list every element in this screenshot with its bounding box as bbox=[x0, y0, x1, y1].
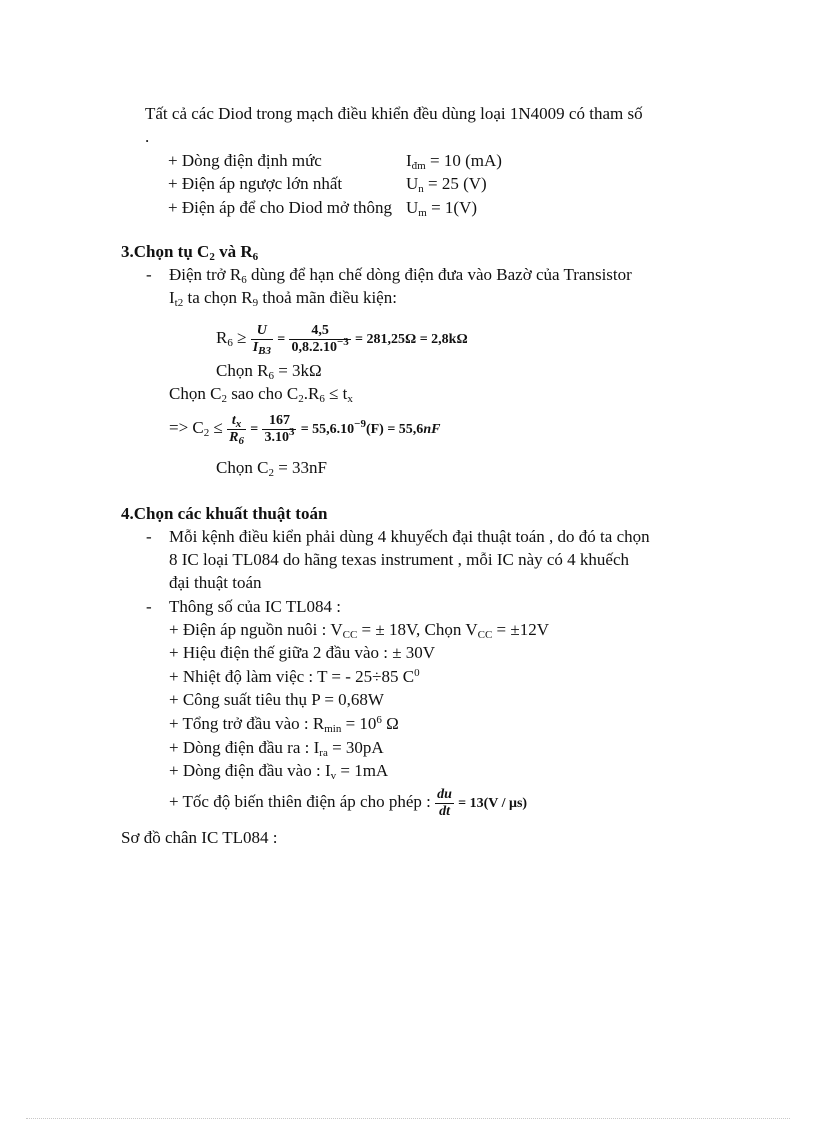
section-4-heading: 4.Chọn các khuất thuật toán bbox=[121, 504, 328, 523]
diode-param-label: + Dòng điện định mức bbox=[168, 151, 322, 170]
spec-item: + Nhiệt độ làm việc : T = - 25÷85 $C^0$ bbox=[169, 667, 420, 686]
spec-item: + Dòng điện đầu ra : $I_{ra} = 30pA$ bbox=[169, 738, 384, 759]
formula-r6: $R_6$ ≥ $\frac{U}{I_{B3}}$ = $\frac{4,5}{0,8.2.10^{-3}}$ = 281,25Ω = 2,8kΩ bbox=[216, 322, 468, 357]
spec-item: + Dòng điện đầu vào : $I_v = 1mA$ bbox=[169, 761, 389, 782]
spec-item: + Công suất tiêu thụ P = 0,68W bbox=[169, 690, 384, 709]
paragraph-line: Thông số của IC TL084 : bbox=[169, 597, 342, 616]
paragraph-line: Mỗi kệnh điều kiển phải dùng 4 khuyếch đại thuật toán , do đó ta chọn bbox=[169, 527, 650, 546]
section-3-heading: 3.Chọn tụ $C_2$ và $R_6$ bbox=[121, 242, 259, 263]
bullet-dash: - bbox=[146, 265, 152, 284]
diode-param-value: $I_{đm} = 10$ (mA) bbox=[406, 151, 502, 172]
spec-item: + Hiệu điện thế giữa 2 đầu vào : ± 30V bbox=[169, 643, 436, 662]
spec-item: + Tổng trở đầu vào : $R_{min} = 10^6$ Ω bbox=[169, 714, 399, 735]
diode-param-label: + Điện áp để cho Diod mở thông bbox=[168, 198, 392, 217]
spec-item: + Điện áp nguồn nuôi : $V_{CC}$ = ± 18V, Chọn $V_{CC} = \pm 12V$ bbox=[169, 620, 549, 641]
diode-param-label: + Điện áp ngược lớn nhất bbox=[168, 174, 343, 193]
choice-line: Chọn $R_6 = 3k\Omega$ bbox=[216, 361, 322, 382]
bullet-dash: - bbox=[146, 597, 152, 616]
paragraph-line: Điện trở $R_6$ dùng để hạn chế dòng điện đưa vào Bazờ của Transistor bbox=[169, 265, 632, 286]
paragraph-line: đại thuật toán bbox=[169, 573, 262, 592]
intro-dot: . bbox=[145, 127, 150, 146]
paragraph-line: $I_{t2}$ ta chọn $R_9$ thoả mãn điều kiện: bbox=[169, 288, 397, 309]
bullet-dash: - bbox=[146, 527, 152, 546]
formula-c2: => $C_2$ ≤ $\frac{t_x}{R_6}$ = $\frac{167}{3.10^3}$ = $55,6.10^{-9}(F) = 55,6nF$ bbox=[169, 412, 441, 447]
intro-line: Tất cả các Diod trong mạch điều khiển đều dùng loại 1N4009 có tham số bbox=[145, 104, 643, 123]
paragraph-line: 8 IC loại TL084 do hãng texas instrument , mỗi IC này có 4 khuếch bbox=[169, 550, 630, 569]
choice-line: Chọn $C_2$ sao cho $C_2.R_6 \le t_x$ bbox=[169, 384, 353, 405]
spec-item-slew-rate: + Tốc độ biến thiên điện áp cho phép : $\frac{du}{dt}$ = 13(V / μs) bbox=[169, 786, 528, 819]
pin-diagram-caption: Sơ đồ chân IC TL084 : bbox=[121, 828, 278, 847]
diode-param-value: $U_n = 25$ (V) bbox=[406, 174, 487, 195]
choice-line: Chọn $C_2 = 33nF$ bbox=[216, 458, 327, 479]
page-footer-divider bbox=[26, 1118, 790, 1119]
diode-param-value: $U_m = 1(V)$ bbox=[406, 198, 478, 219]
